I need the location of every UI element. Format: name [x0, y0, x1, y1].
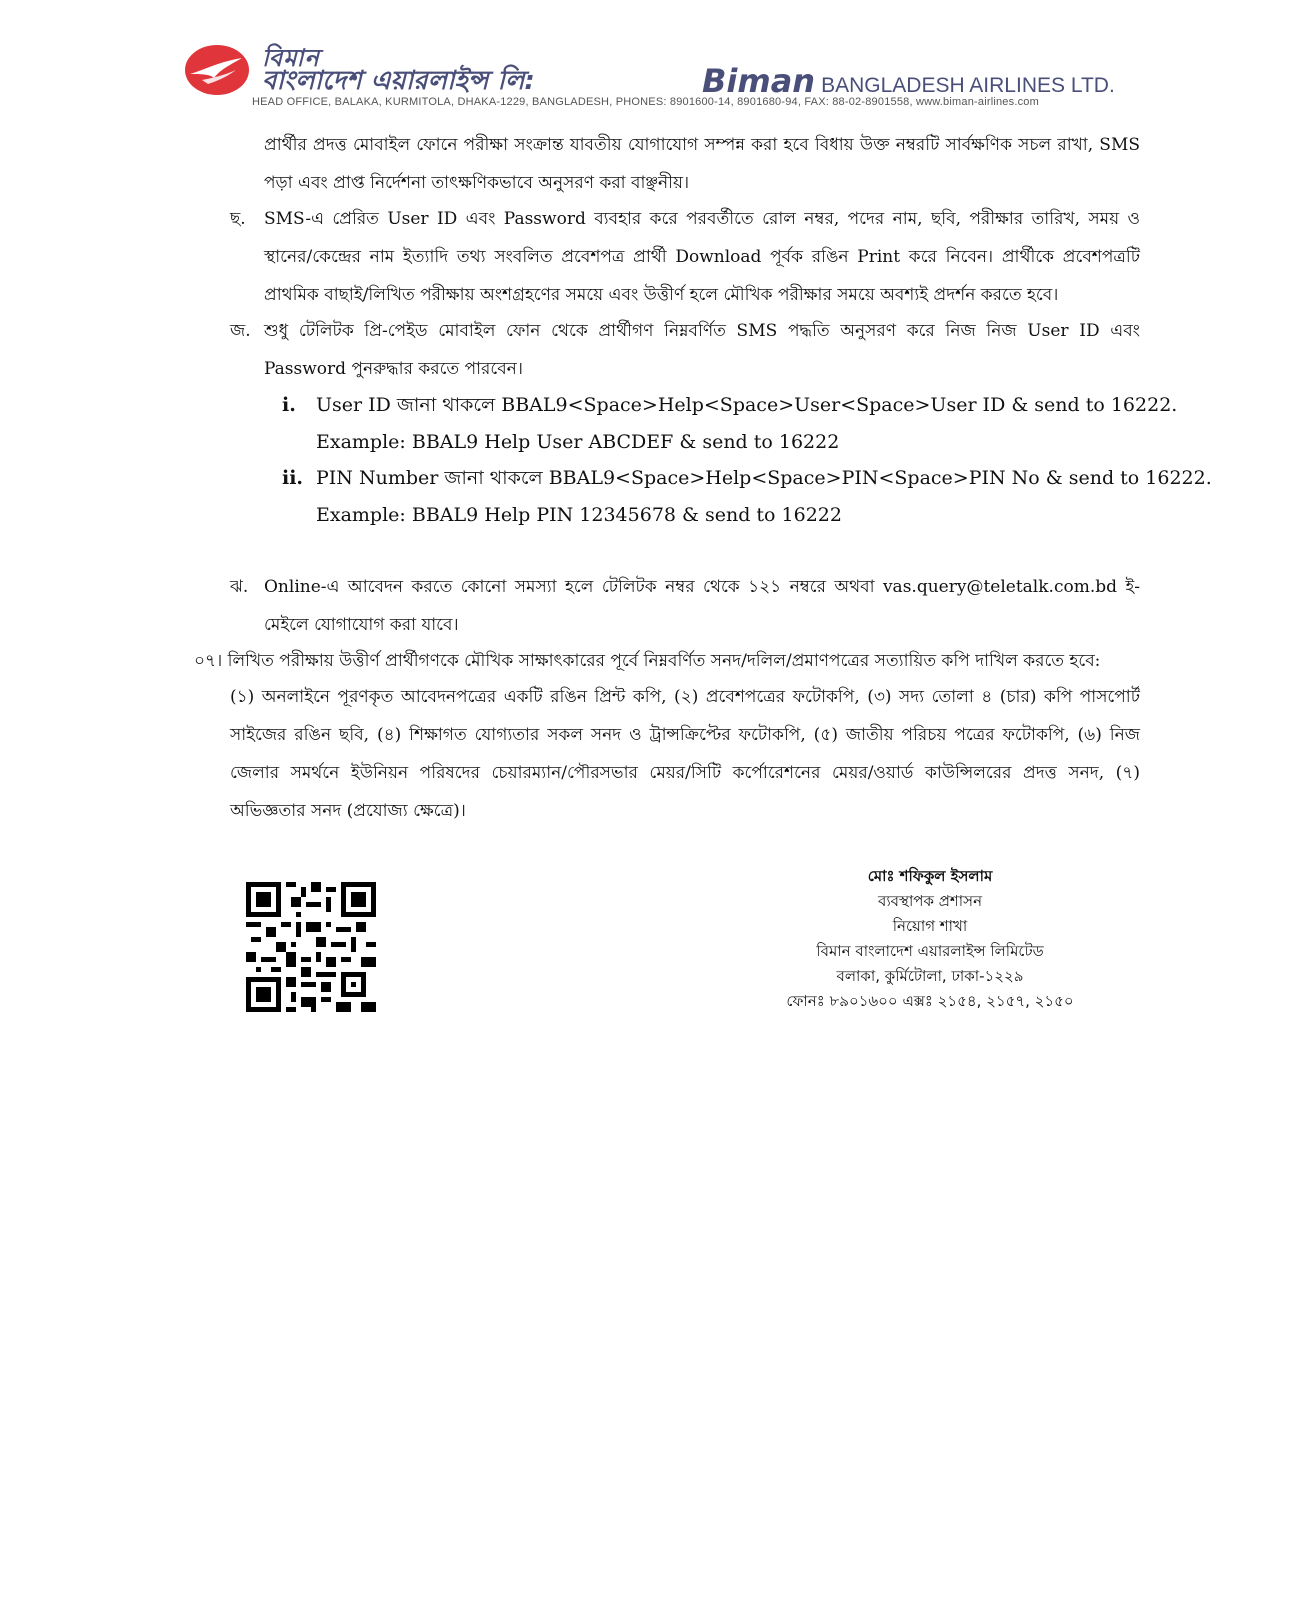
brand-airline-name: BANGLADESH AIRLINES LTD.	[821, 74, 1115, 97]
item-jh-text: Online-এ আবেদন করতে কোনো সমস্যা হলে টেলিটক নম্বর থেকে ১২১ নম্বরে অথবা vas.query@teletalk.com.bd ই-মেইলে যোগাযোগ করা যাবে।	[264, 577, 1141, 635]
sub-i-line1: User ID জানা থাকলে BBAL9<Space>Help<Space>User<Space>User ID & send to 16222.	[316, 394, 1178, 416]
signatory-branch: নিয়োগ শাখা	[892, 917, 968, 935]
sub-i-line2: Example: BBAL9 Help User ABCDEF & send to 16222	[316, 431, 840, 453]
brand-english	[702, 62, 1115, 100]
signatory-phone: ফোনঃ ৮৯০১৬০০ এক্সঃ ২১৫৪, ২১৫৭, ২১৫০	[786, 992, 1074, 1010]
signatory-designation: ব্যবস্থাপক প্রশাসন	[877, 892, 983, 910]
signatory-org: বিমান বাংলাদেশ এয়ারলাইন্স লিমিটেড	[816, 942, 1044, 960]
head-office-address: HEAD OFFICE, BALAKA, KURMITOLA, DHAKA-1229, BANGLADESH, PHONES: 8901600-14, 8901680-94, FAX: 88-02-8901558, www.biman-airlines.com	[252, 96, 1039, 108]
brand-bangla-line2: বাংলাদেশ এয়ারলাইন্স লি:	[262, 66, 535, 96]
brand-bangla-line1: বিমান	[262, 44, 320, 72]
sub-ii-line1: PIN Number জানা থাকলে BBAL9<Space>Help<Space>PIN<Space>PIN No & send to 16222.	[316, 467, 1212, 489]
item-chh-text: SMS-এ প্রেরিত User ID এবং Password ব্যবহার করে পরবর্তীতে রোল নম্বর, পদের নাম, ছবি, পরীক্ষার তারিখ, সময় ও স্থানের/কেন্দ্রের নাম ইত্যাদি তথ্য সংবলিত প্রবেশপত্র প্রার্থী Download পূর্বক রঙিন Print করে নিবেন। প্রার্থীকে প্রবেশপত্রটি প্রাথমিক বাছাই/লিখিত পরীক্ষায় অংশগ্রহণের সময়ে এবং উত্তীর্ণ হলে মৌখিক পরীক্ষার সময়ে অবশ্যই প্রদর্শন করতে হবে।	[264, 209, 1140, 305]
letterhead	[184, 40, 1164, 112]
section-07-list: (১) অনলাইনে পূরণকৃত আবেদনপত্রের একটি রঙিন প্রিন্ট কপি, (২) প্রবেশপত্রের ফটোকপি, (৩) সদ্য তোলা ৪ (চার) কপি পাসপোর্ট সাইজের রঙিন ছবি, (৪) শিক্ষাগত যোগ্যতার সকল সনদ ও ট্রান্সক্রিপ্টের ফটোকপি, (৫) জাতীয় পরিচয় পত্রের ফটোকপি, (৬) নিজ জেলার সমর্থনে ইউনিয়ন পরিষদের চেয়ারম্যান/পৌরসভার মেয়র/সিটি কর্পোরেশনের মেয়র/ওয়ার্ড কাউন্সিলরের প্রদত্ত সনদ, (৭) অভিজ্ঞতার সনদ (প্রযোজ্য ক্ষেত্রে)।	[230, 687, 1140, 821]
item-j-text: শুধু টেলিটক প্রি-পেইড মোবাইল ফোন থেকে প্রার্থীগণ নিম্নবর্ণিত SMS পদ্ধতি অনুসরণ করে নিজ নিজ User ID এবং Password পুনরুদ্ধার করতে পারবেন।	[264, 321, 1140, 379]
item-chh-marker: ছ.	[230, 209, 246, 229]
signatory-name: মোঃ শফিকুল ইসলাম	[867, 867, 993, 885]
item-j-marker: জ.	[230, 321, 251, 341]
biman-logo-icon	[184, 44, 250, 96]
para-intro: প্রার্থীর প্রদত্ত মোবাইল ফোনে পরীক্ষা সংক্রান্ত যাবতীয় যোগাযোগ সম্পন্ন করা হবে বিধায় উক্ত নম্বরটি সার্বক্ষণিক সচল রাখা, SMS পড়া এবং প্রাপ্ত নির্দেশনা তাৎক্ষণিকভাবে অনুসরণ করা বাঞ্ছনীয়।	[264, 135, 1140, 193]
sub-ii-line2: Example: BBAL9 Help PIN 12345678 & send to 16222	[316, 504, 842, 526]
signatory-address: বলাকা, কুর্মিটোলা, ঢাকা-১২২৯	[836, 967, 1024, 985]
brand-biman: Biman	[702, 62, 816, 100]
qr-code	[246, 882, 376, 1012]
signature-block	[720, 864, 1140, 1014]
item-jh-marker: ঝ.	[230, 577, 249, 597]
section-07-lead: ০৭। লিখিত পরীক্ষায় উত্তীর্ণ প্রার্থীগণকে মৌখিক সাক্ষাৎকারের পূর্বে নিম্নবর্ণিত সনদ/দলিল/প্রমাণপত্রের সত্যায়িত কপি দাখিল করতে হবে:	[194, 651, 1101, 671]
sub-ii-marker: ii.	[282, 467, 304, 489]
sub-i-marker: i.	[282, 394, 296, 416]
